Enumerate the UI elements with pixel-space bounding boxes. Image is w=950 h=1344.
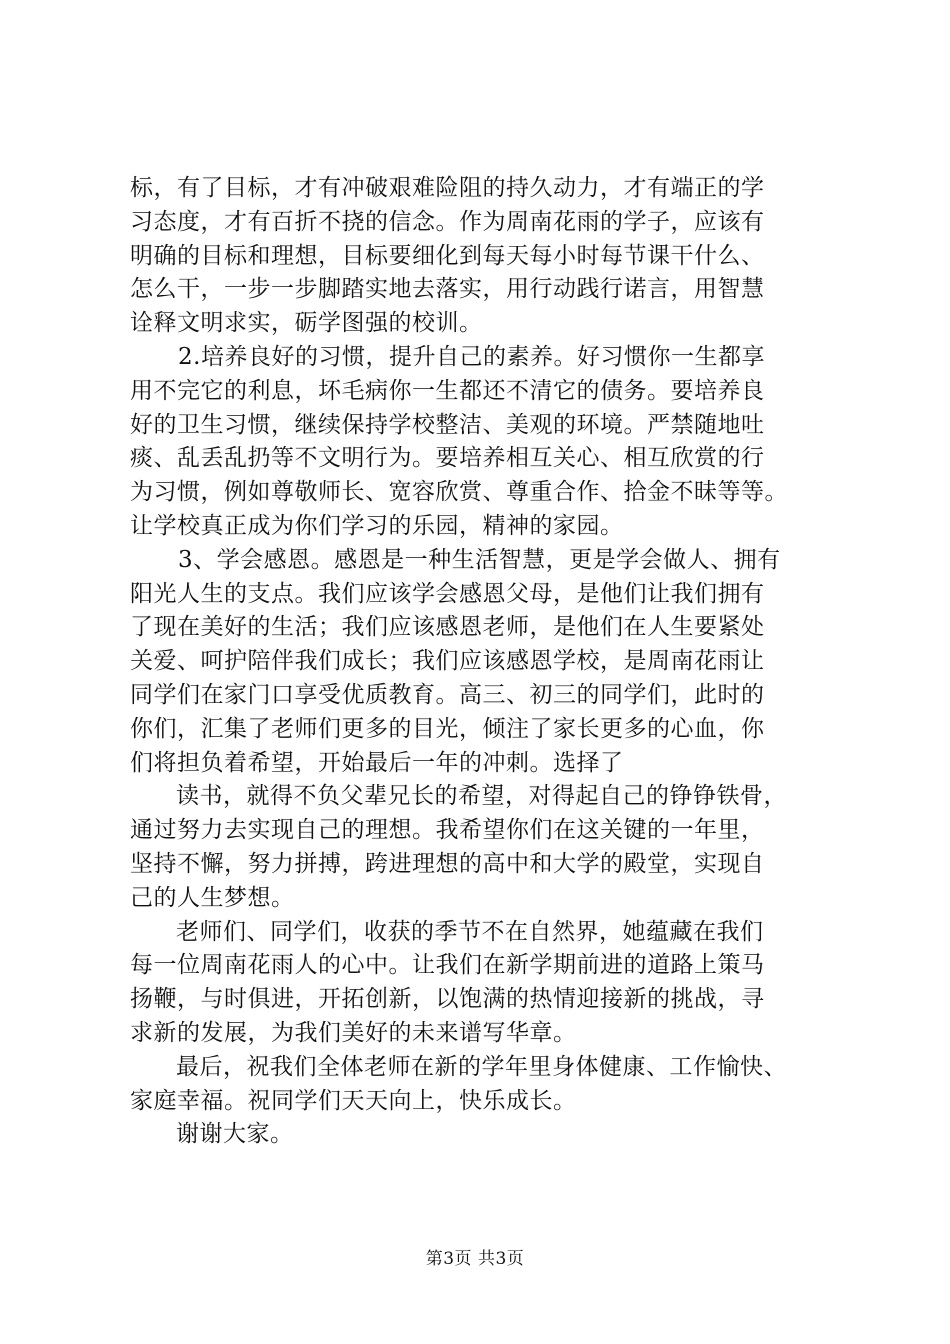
text-line: 求新的发展，为我们美好的未来谱写华章。 [130, 1019, 577, 1046]
text-line: 痰、乱丢乱扔等不文明行为。要培养相互关心、相互欣赏的行 [130, 445, 765, 472]
text-line: 己的人生梦想。 [130, 884, 295, 911]
text-line: 关爱、呵护陪伴我们成长；我们应该感恩学校，是周南花雨让 [130, 648, 765, 675]
text-line: 通过努力去实现自己的理想。我希望你们在这关键的一年里， [130, 817, 765, 844]
text-line: 你们，汇集了老师们更多的目光，倾注了家长更多的心血，你 [130, 715, 765, 742]
text-line: 家庭幸福。祝同学们天天向上，快乐成长。 [130, 1087, 577, 1114]
text-line: 标，有了目标，才有冲破艰难险阻的持久动力，才有端正的学 [130, 175, 765, 201]
text-line: 了现在美好的生活；我们应该感恩老师，是他们在人生要紧处 [130, 614, 765, 641]
text-line: 诠释文明求实，砺学图强的校训。 [130, 310, 483, 337]
text-line: 2.培养良好的习惯，提升自己的素养。好习惯你一生都享 [178, 343, 765, 370]
text-line: 明确的目标和理想，目标要细化到每天每小时每节课干什么、 [130, 242, 765, 269]
text-line: 最后，祝我们全体老师在新的学年里身体健康、工作愉快、 [176, 1053, 787, 1080]
text-line: 每一位周南花雨人的心中。让我们在新学期前进的道路上策马 [130, 952, 765, 979]
text-line: 怎么干，一步一步脚踏实地去落实，用行动践行诺言，用智慧 [130, 276, 765, 303]
text-line: 坚持不懈，努力拼搏，跨进理想的高中和大学的殿堂，实现自 [130, 850, 765, 877]
body-text [130, 172, 850, 1152]
text-line: 3、学会感恩。感恩是一种生活智慧，更是学会做人、拥有 [178, 546, 781, 573]
text-line: 读书，就得不负父辈兄长的希望，对得起自己的铮铮铁骨， [176, 783, 787, 810]
text-line: 为习惯，例如尊敬师长、宽容欣赏、尊重合作、拾金不昧等等。 [130, 479, 788, 506]
text-line: 扬鞭，与时俱进，开拓创新，以饱满的热情迎接新的挑战，寻 [130, 986, 765, 1013]
text-line: 老师们、同学们，收获的季节不在自然界，她蕴藏在我们 [176, 918, 764, 945]
page-footer: 第3页 共3页 [425, 1249, 525, 1269]
text-line: 谢谢大家。 [176, 1121, 294, 1148]
text-line: 用不完它的利息，坏毛病你一生都还不清它的债务。要培养良 [130, 377, 765, 404]
text-line: 让学校真正成为你们学习的乐园，精神的家园。 [130, 512, 624, 539]
text-line: 同学们在家门口享受优质教育。高三、初三的同学们，此时的 [130, 681, 765, 708]
text-line: 们将担负着希望，开始最后一年的冲刺。选择了 [130, 749, 624, 776]
text-line: 习态度，才有百折不挠的信念。作为周南花雨的学子，应该有 [130, 208, 765, 235]
text-line: 好的卫生习惯，继续保持学校整洁、美观的环境。严禁随地吐 [130, 411, 765, 438]
text-line: 阳光人生的支点。我们应该学会感恩父母，是他们让我们拥有 [130, 580, 765, 607]
